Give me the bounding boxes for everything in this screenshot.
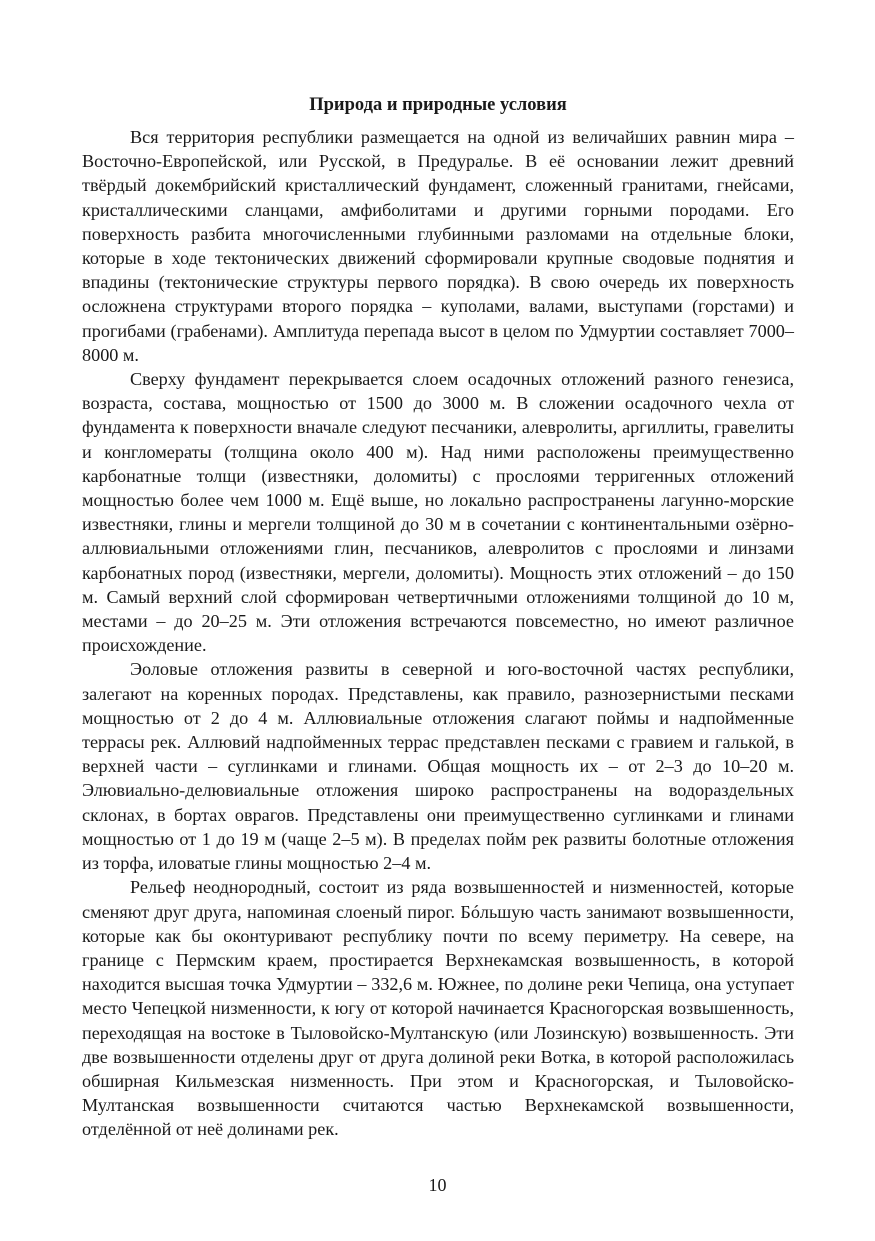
page-body bbox=[82, 93, 794, 1142]
paragraph-bedrock: Вся территория республики размещается на одной из величайших равнин мира – Восточно-Европейской, или Русской, в Предуралье. В её основании лежит древний твёрдый докембрийский кристаллический фундамент, сложенный гранитами, гнейсами, кристаллическими сланцами, амфиболитами и другими горными породами. Его поверхность разбита многочисленными глубинными разломами на отдельные блоки, которые в ходе тектонических движений сформировали крупные сводовые поднятия и впадины (тектонические структуры первого порядка). В свою очередь их поверхность осложнена структурами второго порядка – куполами, валами, выступами (горстами) и прогибами (грабенами). Амплитуда перепада высот в целом по Удмуртии составляет 7000–8000 м. bbox=[82, 127, 794, 365]
paragraph-relief: Рельеф неоднородный, состоит из ряда возвышенностей и низменностей, которые сменяют друг друга, напоминая слоеный пирог. Бóльшую часть занимают возвышенности, которые как бы оконтуривают республику почти по всему периметру. На севере, на границе с Пермским краем, простирается Верхнекамская возвышенность, в которой находится высшая точка Удмуртии – 332,6 м. Южнее, по долине реки Чепица, она уступает место Чепецкой низменности, к югу от которой начинается Красногорская возвышенность, переходящая на востоке в Тыловойско-Мултанскую (или Лозинскую) возвышенность. Эти две возвышенности отделены друг от друга долиной реки Вотка, в которой расположилась обширная Кильмезская низменность. При этом и Красногорская, и Тыловойско-Мултанская возвышенности считаются частью Верхнекамской возвышенности, отделённой от неё долинами рек. bbox=[82, 877, 794, 1140]
paragraph-deposits: Эоловые отложения развиты в северной и юго-восточной частях республики, залегают на коренных породах. Представлены, как правило, разнозернистыми песками мощностью от 2 до 4 м. Аллювиальные отложения слагают поймы и надпойменные террасы рек. Аллювий надпойменных террас представлен песками с гравием и галькой, в верхней части – суглинками и глинами. Общая мощность их – от 2–3 до 10–20 м. Элювиально-делювиальные отложения широко распространены на водораздельных склонах, в бортах оврагов. Представлены они преимущественно суглинками и глинами мощностью от 1 до 19 м (чаще 2–5 м). В пределах пойм рек развиты болотные отложения из торфа, иловатые глины мощностью 2–4 м. bbox=[82, 659, 794, 874]
section-title: Природа и природные условия bbox=[309, 95, 567, 115]
page-number: 10 bbox=[428, 1175, 447, 1195]
paragraph-sediments: Сверху фундамент перекрывается слоем осадочных отложений разного генезиса, возраста, состава, мощностью от 1500 до 3000 м. В сложении осадочного чехла от фундамента к поверхности вначале следуют песчаники, алевролиты, аргиллиты, гравелиты и конгломераты (толщина около 400 м). Над ними расположены преимущественно карбонатные толщи (известняки, доломиты) с прослоями терригенных отложений мощностью более чем 1000 м. Ещё выше, но локально распространены лагунно-морские известняки, глины и мергели толщиной до 30 м в сочетании с континентальными озёрно-аллювиальными отложениями глин, песчаников, алевролитов с прослоями и линзами карбонатных пород (известняки, мергели, доломиты). Мощность этих отложений – до 150 м. Самый верхний слой сформирован четвертичными отложениями толщиной до 10 м, местами – до 20–25 м. Эти отложения встречаются повсеместно, но имеют различное происхождение. bbox=[82, 369, 794, 656]
